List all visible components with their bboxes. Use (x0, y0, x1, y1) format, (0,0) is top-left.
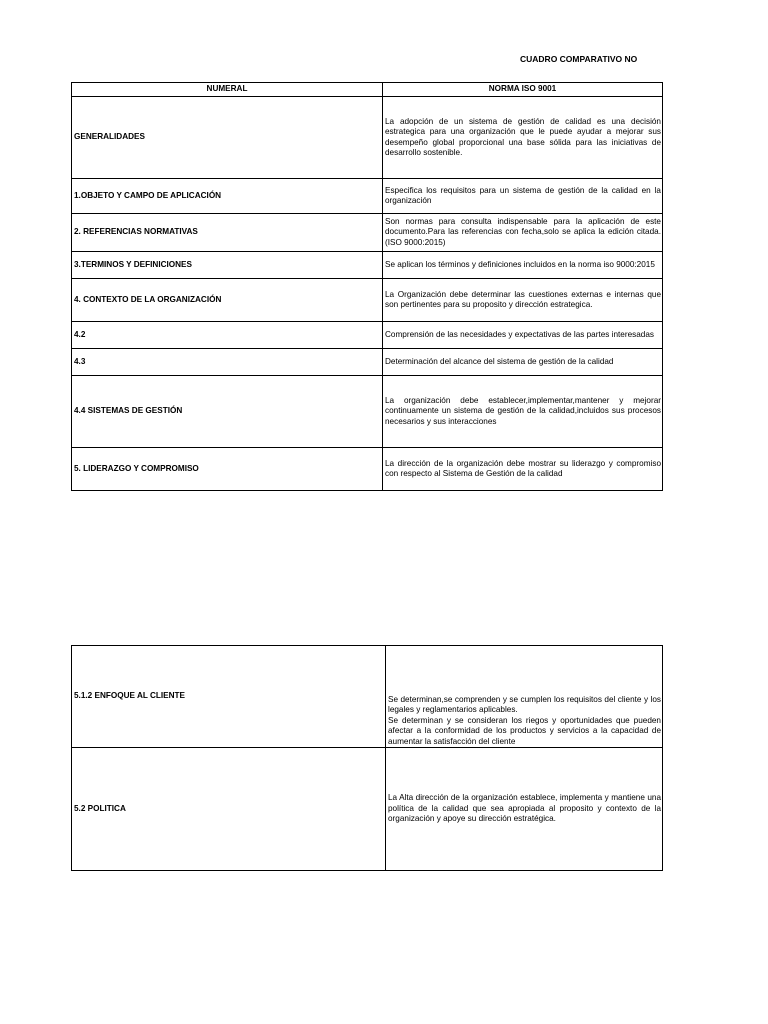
norma-cell: Son normas para consulta indispensable para la aplicación de este documento.Para las referencias con fecha,solo se aplica la edición citada. (ISO 9000:2015) (383, 214, 663, 252)
table-row (72, 376, 663, 448)
table-row (72, 252, 663, 279)
norma-paragraph: Se determinan y se consideran los riegos y oportunidades que pueden afectar a la conformidad de los productos y servicios a la capacidad de aumentar la satisfacción del cliente (388, 715, 661, 746)
numeral-cell: 4. CONTEXTO DE LA ORGANIZACIÓN (72, 279, 383, 322)
numeral-cell: 4.2 (72, 322, 383, 349)
numeral-cell: 2. REFERENCIAS NORMATIVAS (72, 214, 383, 252)
table-row (72, 97, 663, 179)
comparison-table-continued (71, 645, 663, 871)
header-norma: NORMA ISO 9001 (383, 83, 663, 97)
numeral-cell: 5.2 POLITICA (72, 748, 386, 871)
comparison-table (71, 82, 663, 491)
numeral-cell: GENERALIDADES (72, 97, 383, 179)
norma-paragraph: Se determinan,se comprenden y se cumplen los requisitos del cliente y los legales y reglamentarios aplicables. (388, 694, 661, 715)
document-title: CUADRO COMPARATIVO NO (520, 54, 638, 64)
norma-cell: Se aplican los términos y definiciones incluidos en la norma iso 9000:2015 (383, 252, 663, 279)
numeral-cell: 4.3 (72, 349, 383, 376)
table-header-row (72, 83, 663, 97)
norma-cell: La dirección de la organización debe mostrar su liderazgo y compromiso con respecto al Sistema de Gestión de la calidad (383, 448, 663, 491)
norma-cell: La Organización debe determinar las cuestiones externas e internas que son pertinentes para su proposito y dirección estrategica. (383, 279, 663, 322)
table-row (72, 748, 663, 871)
table-row (72, 646, 663, 748)
norma-cell: Comprensión de las necesidades y expectativas de las partes interesadas (383, 322, 663, 349)
norma-cell: La Alta dirección de la organización establece, implementa y mantiene una política de la calidad que sea apropiada al proposito y contexto de la organización y apoye su dirección estratégica. (386, 748, 663, 871)
numeral-cell: 1.OBJETO Y CAMPO DE APLICACIÓN (72, 179, 383, 214)
table-row (72, 214, 663, 252)
numeral-cell: 3.TERMINOS Y DEFINICIONES (72, 252, 383, 279)
table-row (72, 322, 663, 349)
norma-cell (386, 646, 663, 748)
table-row (72, 179, 663, 214)
table-row (72, 448, 663, 491)
norma-cell: La adopción de un sistema de gestión de calidad es una decisión estrategica para una organización que le puede ayudar a mejorar sus desempeño global proporcional una base sólida para las iniciativas de desarrollo sostenible. (383, 97, 663, 179)
header-numeral: NUMERAL (72, 83, 383, 97)
table-row (72, 279, 663, 322)
numeral-cell: 4.4 SISTEMAS DE GESTIÓN (72, 376, 383, 448)
numeral-cell: 5.1.2 ENFOQUE AL CLIENTE (72, 646, 386, 748)
norma-cell: Especifica los requisitos para un sistema de gestión de la calidad en la organización (383, 179, 663, 214)
norma-cell: Determinación del alcance del sistema de gestión de la calidad (383, 349, 663, 376)
numeral-cell: 5. LIDERAZGO Y COMPROMISO (72, 448, 383, 491)
table-row (72, 349, 663, 376)
norma-cell: La organización debe establecer,implementar,mantener y mejorar continuamente un sistema de gestión de la calidad,incluidos sus procesos necesarios y sus interacciones (383, 376, 663, 448)
